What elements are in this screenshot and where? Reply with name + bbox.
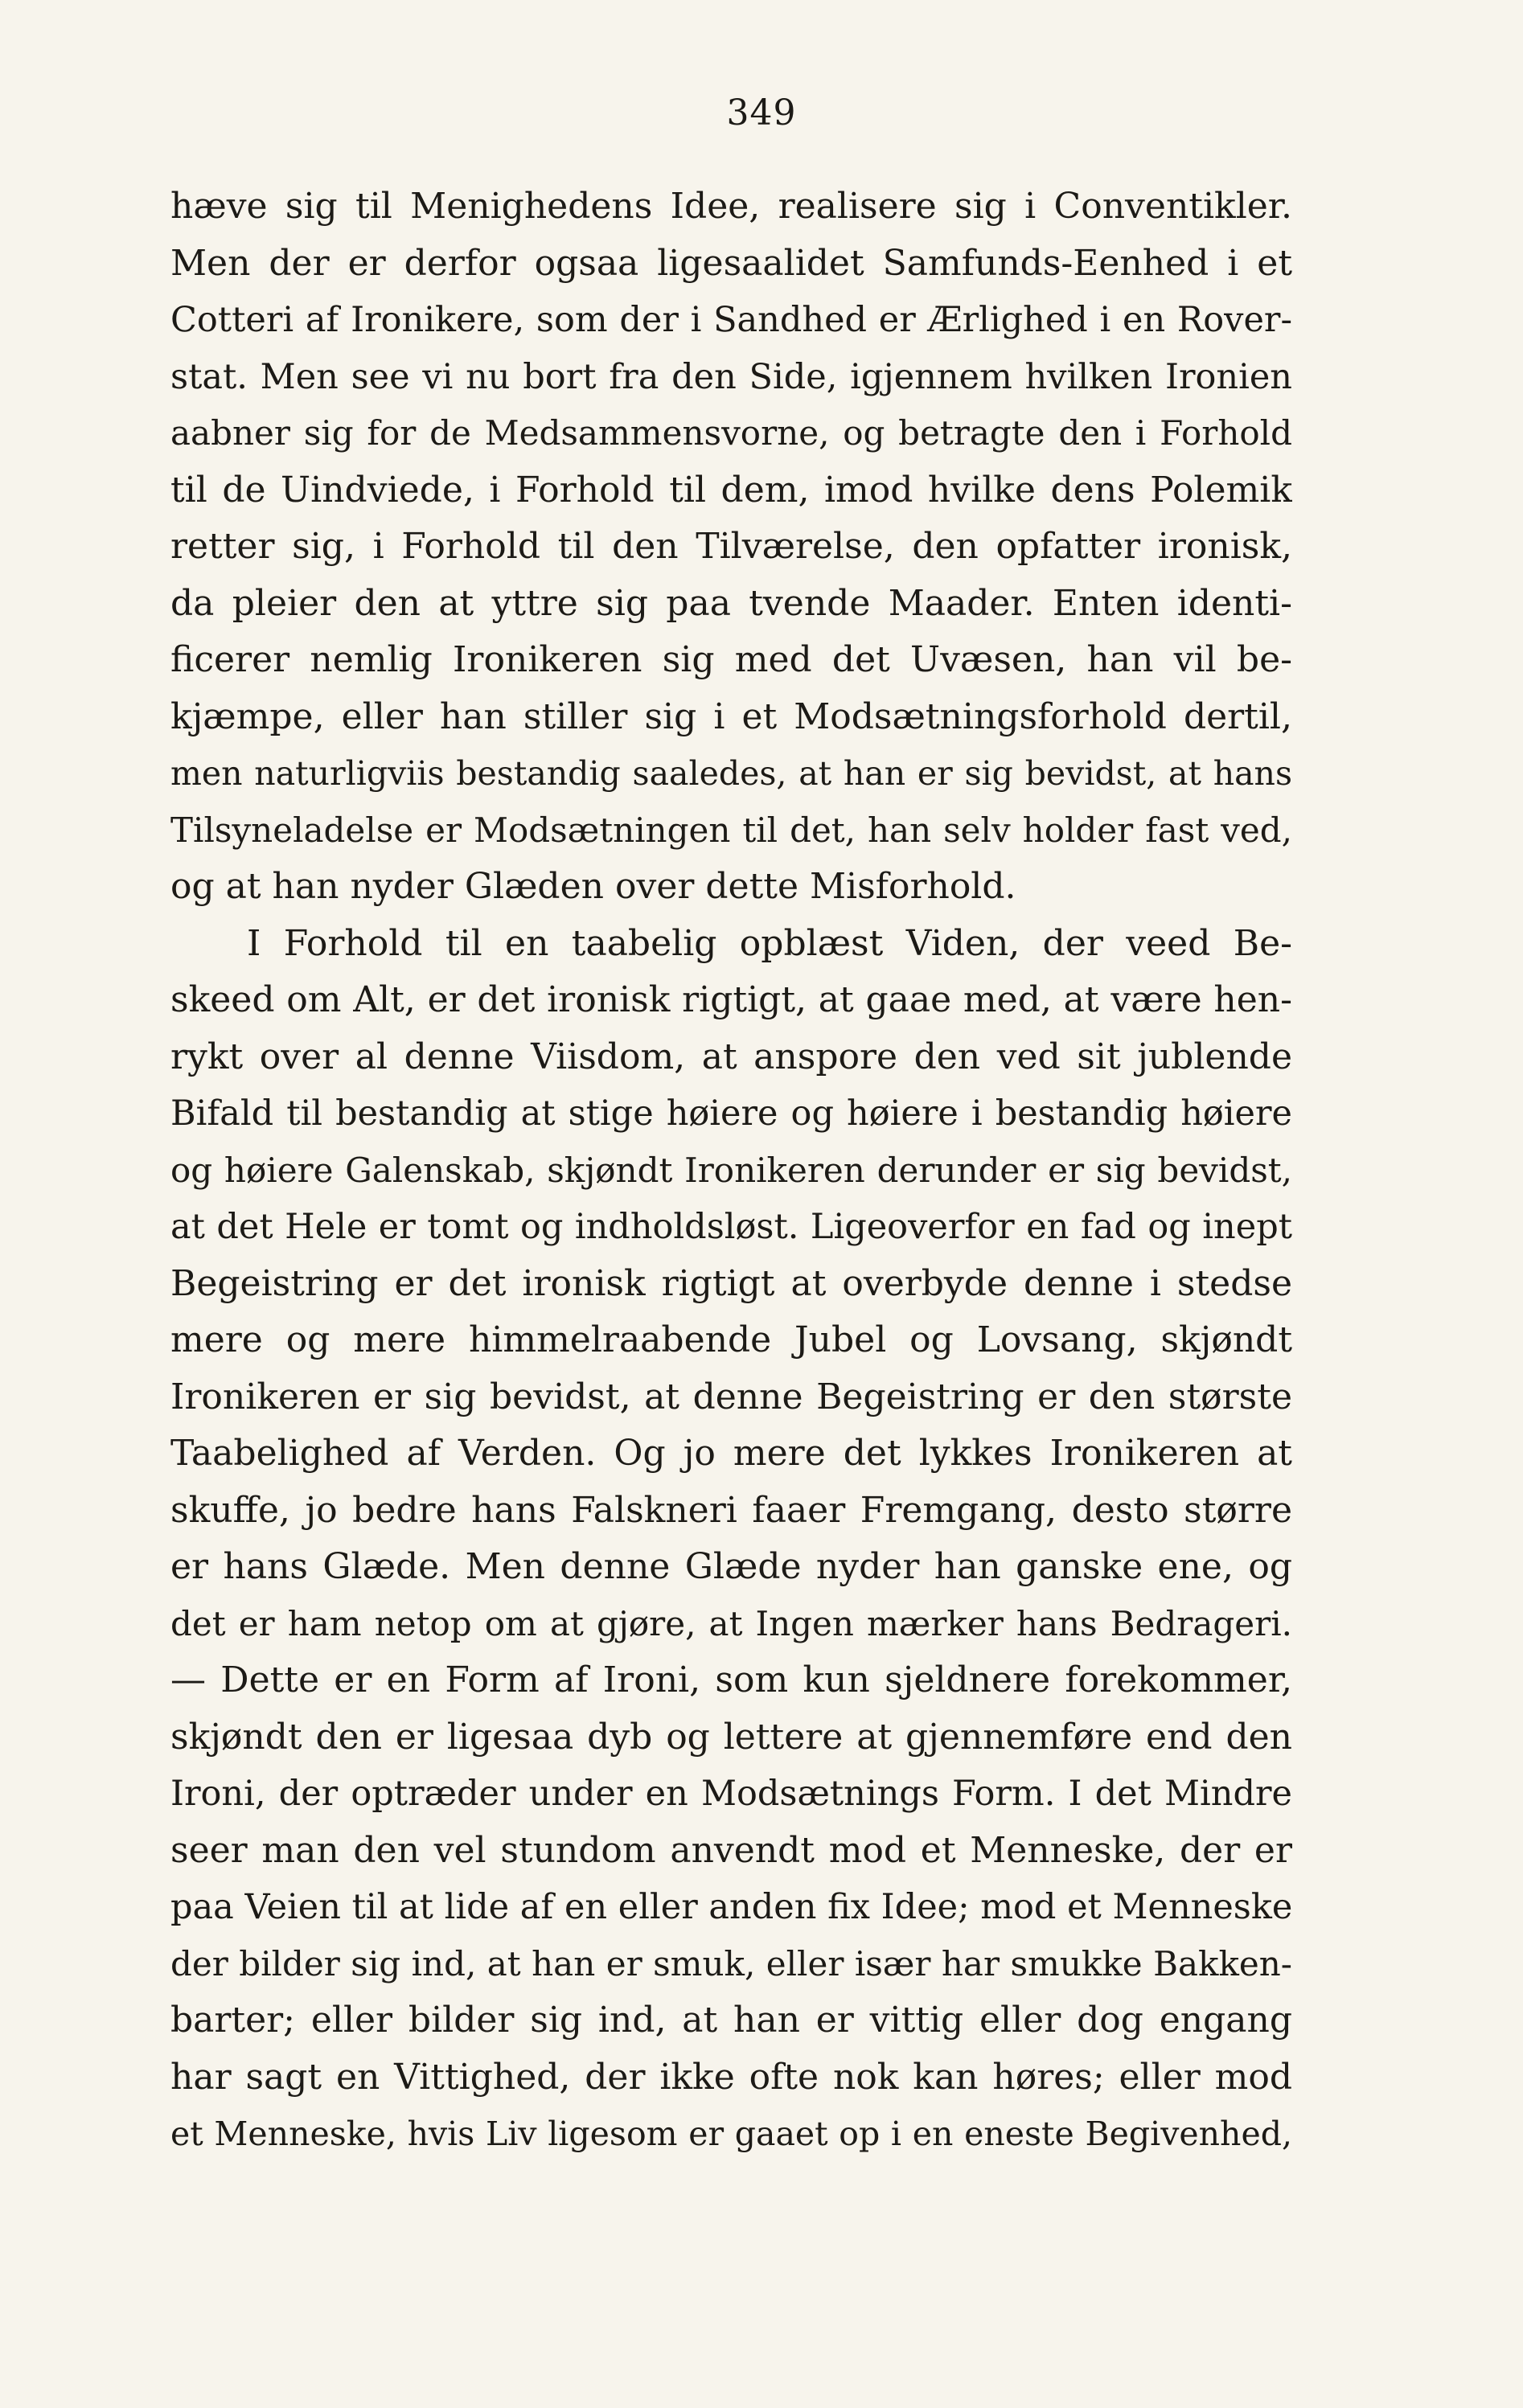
text-line: Ironikeren er sig bevidst, at denne Begeistring er den største xyxy=(170,1376,1292,1417)
text-line: der bilder sig ind, at han er smuk, eller især har smukke Bakken- xyxy=(170,1943,1292,1983)
text-line: Begeistring er det ironisk rigtigt at overbyde denne i stedse xyxy=(170,1262,1292,1304)
text-line: da pleier den at yttre sig paa tvende Maader. Enten identi- xyxy=(170,582,1292,624)
text-line: Tilsyneladelse er Modsætningen til det, han selv holder fast ved, xyxy=(170,810,1292,850)
text-line: stat. Men see vi nu bort fra den Side, igjennem hvilken Ironien xyxy=(170,356,1292,397)
text-line: hæve sig til Menighedens Idee, realisere sig i Conventikler. xyxy=(170,186,1292,227)
text-line: det er ham netop om at gjøre, at Ingen mærker hans Bedrageri. xyxy=(170,1603,1292,1643)
text-line: at det Hele er tomt og indholdsløst. Ligeoverfor en fad og inept xyxy=(170,1207,1292,1247)
text-line: ficerer nemlig Ironikeren sig med det Uvæsen, han vil be- xyxy=(170,639,1292,680)
text-line: — Dette er en Form af Ironi, som kun sjeldnere forekommer, xyxy=(170,1659,1292,1700)
text-line: retter sig, i Forhold til den Tilværelse, den opfatter ironisk, xyxy=(170,526,1292,567)
text-line: aabner sig for de Medsammensvorne, og betragte den i Forhold xyxy=(170,413,1292,453)
page-number: 349 xyxy=(726,92,797,133)
text-line: er hans Glæde. Men denne Glæde nyder han ganske ene, og xyxy=(170,1546,1292,1587)
text-line: Bifald til bestandig at stige høiere og høiere i bestandig høiere xyxy=(170,1093,1292,1134)
text-line: kjæmpe, eller han stiller sig i et Modsætningsforhold dertil, xyxy=(170,695,1292,737)
text-line: skuffe, jo bedre hans Falskneri faaer Fremgang, desto større xyxy=(170,1489,1292,1531)
text-line: rykt over al denne Viisdom, at anspore den ved sit jublende xyxy=(170,1036,1292,1077)
text-line: Men der er derfor ogsaa ligesaalidet Samfunds-Eenhed i et xyxy=(170,242,1292,284)
text-line: paa Veien til at lide af en eller anden fix Idee; mod et Menneske xyxy=(170,1887,1292,1927)
text-line: Cotteri af Ironikere, som der i Sandhed er Ærlighed i en Rover- xyxy=(170,300,1292,340)
body-text xyxy=(170,178,1292,2163)
text-line: og høiere Galenskab, skjøndt Ironikeren derunder er sig bevidst, xyxy=(170,1150,1292,1190)
text-line: seer man den vel stundom anvendt mod et Menneske, der er xyxy=(170,1829,1292,1871)
text-line: Taabelighed af Verden. Og jo mere det lykkes Ironikeren at xyxy=(170,1433,1292,1474)
text-line: barter; eller bilder sig ind, at han er vittig eller dog engang xyxy=(170,2000,1292,2041)
text-line: Ironi, der optræder under en Modsætnings Form. I det Mindre xyxy=(170,1774,1292,1814)
text-line: I Forhold til en taabelig opblæst Viden, der veed Be- xyxy=(247,922,1292,964)
text-line: mere og mere himmelraabende Jubel og Lovsang, skjøndt xyxy=(170,1319,1292,1360)
text-line: og at han nyder Glæden over dette Misforhold. xyxy=(170,866,1016,907)
text-line: skjøndt den er ligesaa dyb og lettere at gjennemføre end den xyxy=(170,1716,1292,1758)
text-line: har sagt en Vittighed, der ikke ofte nok kan høres; eller mod xyxy=(170,2056,1292,2098)
text-line: skeed om Alt, er det ironisk rigtigt, at gaae med, at være hen- xyxy=(170,979,1292,1020)
text-line: et Menneske, hvis Liv ligesom er gaaet op i en eneste Begivenhed, xyxy=(170,2115,1292,2153)
text-line: men naturligviis bestandig saaledes, at han er sig bevidst, at hans xyxy=(170,754,1292,793)
text-line: til de Uindviede, i Forhold til dem, imod hvilke dens Polemik xyxy=(170,469,1292,511)
